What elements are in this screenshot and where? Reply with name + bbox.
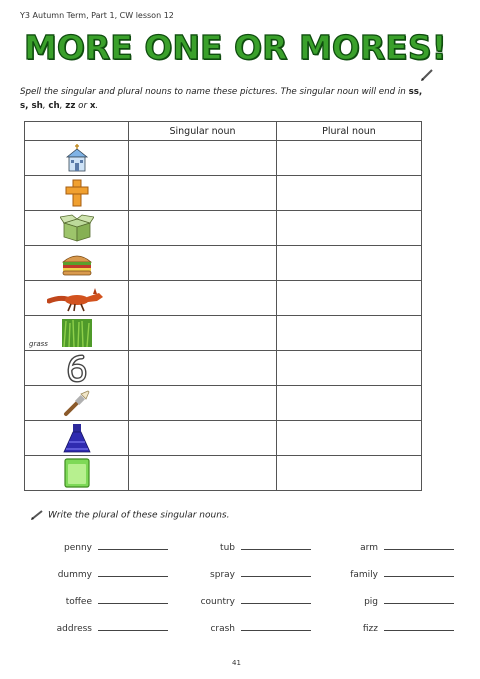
answer-line[interactable] [241, 594, 311, 604]
fox-icon [47, 283, 107, 313]
plural-noun-cell[interactable] [277, 176, 422, 211]
singular-noun-cell[interactable] [129, 141, 277, 176]
plural-noun-cell[interactable] [277, 211, 422, 246]
singular-noun-cell[interactable] [129, 316, 277, 351]
table-row [25, 456, 422, 491]
grass-icon [62, 319, 92, 347]
answer-line[interactable] [241, 621, 311, 631]
picture-cell [25, 211, 129, 246]
answer-line[interactable] [384, 540, 454, 550]
singular-word: tub [220, 543, 235, 553]
singular-noun-cell[interactable] [129, 421, 277, 456]
plurals-list [20, 540, 460, 648]
list-item[interactable] [310, 621, 454, 634]
singular-word: fizz [362, 624, 378, 634]
answer-line[interactable] [98, 594, 168, 604]
list-item[interactable] [165, 594, 311, 607]
answer-line[interactable] [98, 567, 168, 577]
answer-line[interactable] [241, 540, 311, 550]
singular-word: pig [364, 597, 378, 607]
singular-word: spray [210, 570, 235, 580]
list-item[interactable] [165, 540, 311, 553]
six-icon [65, 353, 89, 383]
list-row [20, 540, 460, 567]
table-row [25, 386, 422, 421]
answer-line[interactable] [384, 567, 454, 577]
list-row [20, 594, 460, 621]
plural-noun-cell[interactable] [277, 246, 422, 281]
singular-noun-cell[interactable] [129, 386, 277, 421]
singular-noun-cell[interactable] [129, 351, 277, 386]
singular-word: dummy [57, 570, 92, 580]
singular-word: address [56, 624, 92, 634]
pencil-icon [30, 509, 44, 521]
picture-cell [25, 421, 129, 456]
singular-noun-cell[interactable] [129, 281, 277, 316]
grass-label: grass [29, 340, 48, 348]
worksheet-title: MORE ONE OR MORES! [24, 28, 447, 67]
picture-cell [25, 141, 129, 176]
picture-cell [25, 456, 129, 491]
instructions: Spell the singular and plural nouns to name these pictures. The singular noun will end in ss, s, sh, ch, zz or x. [20, 87, 423, 111]
picture-column-header [25, 122, 129, 141]
table-row [25, 211, 422, 246]
picture-cell [25, 386, 129, 421]
list-item[interactable] [310, 567, 454, 580]
sandwich-icon [60, 248, 94, 278]
table-row [25, 281, 422, 316]
table-row [25, 141, 422, 176]
answer-line[interactable] [98, 540, 168, 550]
table-row [25, 316, 422, 351]
singular-word: arm [360, 543, 378, 553]
singular-noun-cell[interactable] [129, 176, 277, 211]
plural-noun-cell[interactable] [277, 316, 422, 351]
table-row [25, 421, 422, 456]
picture-cell [25, 316, 129, 351]
singular-word: crash [210, 624, 235, 634]
table-row [25, 351, 422, 386]
plural-noun-cell[interactable] [277, 141, 422, 176]
answer-line[interactable] [98, 621, 168, 631]
list-item[interactable] [20, 621, 168, 634]
list-item[interactable] [310, 540, 454, 553]
plural-column-header: Plural noun [277, 122, 422, 141]
table-row [25, 176, 422, 211]
plural-noun-cell[interactable] [277, 351, 422, 386]
list-item[interactable] [20, 594, 168, 607]
singular-word: family [350, 570, 378, 580]
page-header: Y3 Autumn Term, Part 1, CW lesson 12 [20, 11, 174, 20]
list-item[interactable] [165, 621, 311, 634]
plural-noun-cell[interactable] [277, 281, 422, 316]
cross-icon [62, 178, 92, 208]
glass-icon [62, 457, 92, 489]
list-item[interactable] [165, 567, 311, 580]
picture-cell [25, 351, 129, 386]
church-icon [62, 143, 92, 173]
plurals-instruction: Write the plural of these singular nouns. [30, 509, 229, 521]
table-header-row [25, 122, 422, 141]
answer-line[interactable] [241, 567, 311, 577]
plural-noun-cell[interactable] [277, 386, 422, 421]
singular-noun-cell[interactable] [129, 211, 277, 246]
singular-noun-cell[interactable] [129, 456, 277, 491]
brush-icon [62, 388, 92, 418]
list-row [20, 567, 460, 594]
dress-icon [62, 422, 92, 454]
list-item[interactable] [310, 594, 454, 607]
list-row [20, 621, 460, 648]
table-row [25, 246, 422, 281]
singular-word: country [200, 597, 235, 607]
answer-line[interactable] [384, 621, 454, 631]
picture-cell [25, 176, 129, 211]
singular-word: toffee [65, 597, 92, 607]
singular-column-header: Singular noun [129, 122, 277, 141]
list-item[interactable] [20, 567, 168, 580]
box-icon [60, 213, 94, 243]
nouns-table [24, 121, 422, 491]
answer-line[interactable] [384, 594, 454, 604]
singular-word: penny [64, 543, 92, 553]
plural-noun-cell[interactable] [277, 456, 422, 491]
plural-noun-cell[interactable] [277, 421, 422, 456]
singular-noun-cell[interactable] [129, 246, 277, 281]
page-number: 41 [232, 659, 241, 667]
picture-cell [25, 246, 129, 281]
list-item[interactable] [20, 540, 168, 553]
pencil-icon [420, 68, 434, 82]
picture-cell [25, 281, 129, 316]
